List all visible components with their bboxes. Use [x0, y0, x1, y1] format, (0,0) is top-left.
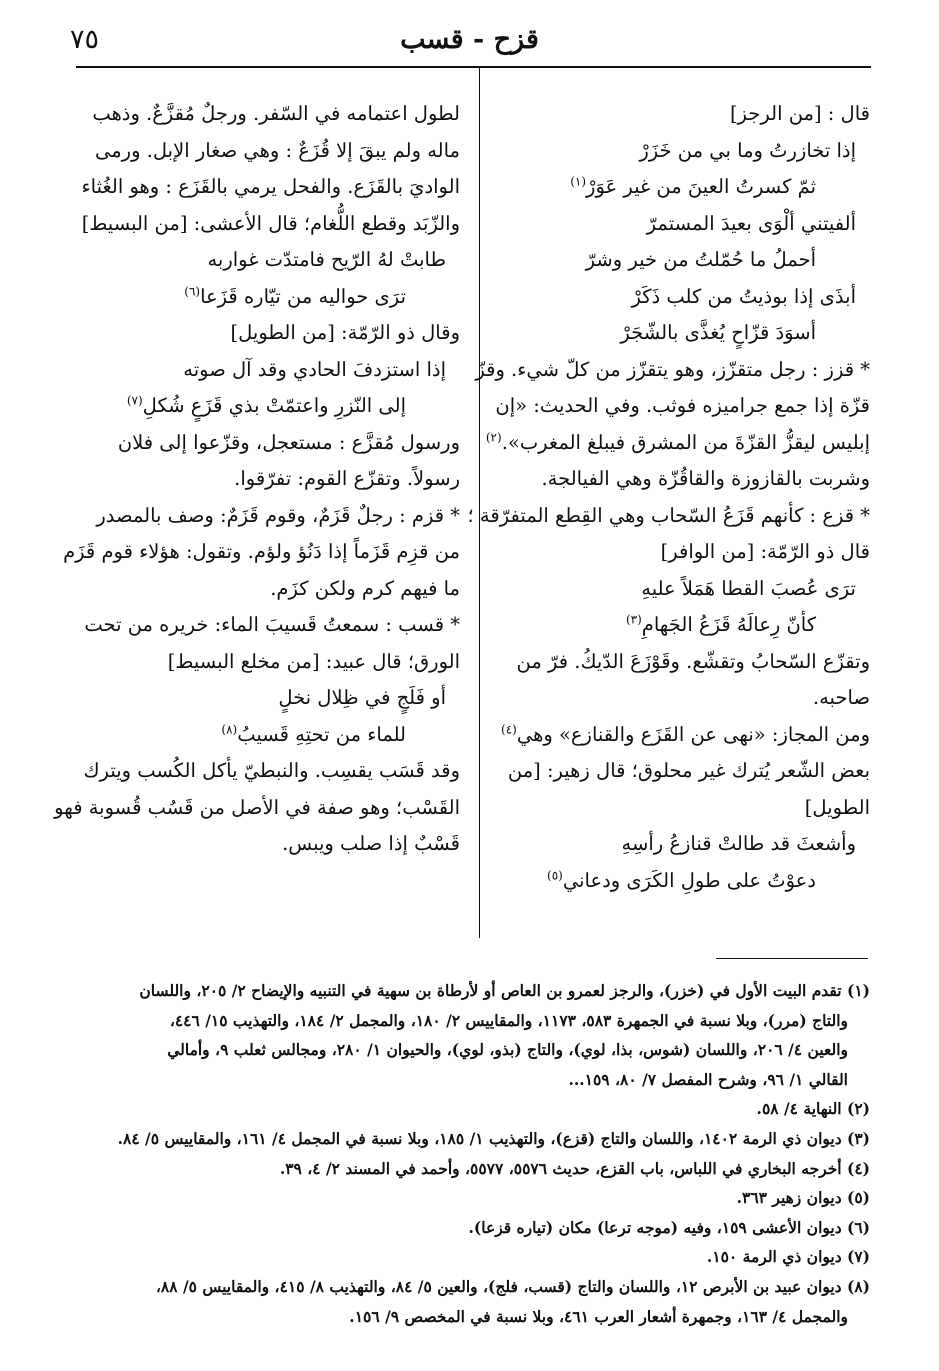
footnote-4: (٤) أخرجه البخاري في اللباس، باب القزع، حديث ٥٥٧٦، ٥٥٧٧، وأحمد في المسند ٢/ ٤، ٣٩. — [279, 1158, 870, 1178]
footnote-5: (٥) ديوان زهير ٣٦٣. — [736, 1188, 870, 1208]
text-line: قال ذو الرّمّة: [من الوافر] — [660, 540, 870, 563]
verse-line: إلى النّزرِ واعتمّتْ بذي قَزَعٍ شُكلِ$^{(٧)}$ — [126, 393, 406, 417]
text-line: ماله ولم يبقَ إلا قُزَعٌ : وهي صغار الإبل. ورمى — [94, 138, 460, 162]
text-line: والزّبَد وقطع اللُّغام؛ قال الأعشى: [من البسيط] — [81, 211, 460, 235]
text-line: وتقزّع السّحابُ وتقشّع. وقَوْزَعَ الدّيكُ. فرّ من — [516, 649, 870, 673]
text-line: صاحبه. — [812, 686, 870, 709]
verse-line: إذا استزدفَ الحادي وقد آل صوته — [183, 357, 446, 381]
verse-line: ثمّ كسرتُ العينَ من غير عَوَرْ$^{(١)}$ — [570, 174, 816, 198]
footnote-8: (٨) ديوان عبيد بن الأبرص ١٢، واللسان والتاج (قسب، فلج)، والعين ٥/ ٨٤، والتهذيب ٨/ ٤١٥، والمقاييس ٥/ ٨٨، — [155, 1276, 870, 1296]
footnote-3: (٣) ديوان ذي الرمة ١٤٠٢، واللسان والتاج (قزع)، والتهذيب ١/ ١٨٥، وبلا نسبة في المجمل ٤/ ١٦١، والمقاييس ٥/ ٨٤. — [117, 1128, 870, 1148]
text-line: ورسول مُقزَّع : مستعجل، وقزّعوا إلى فلان — [117, 430, 460, 454]
text-line: وقد قَسَب يقسِب. والنبطيّ يأكل الكُسب ويترك — [83, 759, 460, 782]
page-number: ٧٥ — [70, 24, 100, 55]
verse-line: أحملُ ما حُمّلتُ من خير وشرّ — [585, 248, 816, 271]
entry-qzz: * قزز : رجل متقزّز، وهو يتقزّز من كلّ شيء. وقزّ — [475, 357, 870, 381]
text-line: الطويل] — [804, 795, 870, 819]
verse-line: للماء من تحتِهِ قَسيبُ$^{(٨)}$ — [221, 722, 406, 746]
verse-line: أسوَدَ قزّاحٍ يُغذَّى بالشّجَرْ — [620, 321, 816, 344]
entry-qza: * قزع : كأنهم قَزَعُ السّحاب وهي القِطع المتفرّقة ؛ — [467, 503, 870, 527]
footnote-ref: (٥) — [547, 868, 563, 882]
footnote-8-cont: والمجمل ٤/ ١٦٣، وجمهرة أشعار العرب ٤٦١، وبلا نسبة في المخصص ٩/ ١٥٦. — [349, 1306, 848, 1326]
footnote-ref: (٧) — [126, 393, 143, 408]
verse-line: وأشعثَ قد طالتْ قنازعُ رأسِهِ — [621, 832, 856, 855]
footnote-1-cont: والعين ٤/ ٢٠٦، واللسان (شوس، بذا، لوي)، والتاج (بذو، لوي)، والحيوان ١/ ٢٨٠، ومجالس ثعلب ٩، وأمالي — [167, 1040, 848, 1060]
text-line: ما فيهم كرم ولكن كزَم. — [270, 576, 460, 600]
header-rule — [76, 66, 871, 68]
verse-line: إذا تخازرتُ وما بي من خَزَرْ — [639, 138, 856, 162]
verse-line: كأنّ رِعالَهُ قَزَعُ الجَهامِ$^{(٣)}$ — [625, 612, 816, 636]
text-line: وشربت بالقازوزة والقاقُزّة وهي الفيالجة. — [541, 467, 870, 490]
footnote-2: (٢) النهاية ٤/ ٥٨. — [756, 1099, 870, 1119]
footnote-rule — [716, 958, 868, 959]
verse-line: أبذَى إذا بوذيتُ من كلب ذَكَرْ — [631, 284, 856, 308]
text-line: بعض الشّعر يُترك غير محلوق؛ قال زهير: [من — [507, 759, 870, 782]
text-line: الواديَ بالقَزَع. والفحل يرمي بالقَزَع : وهو الغُثاء — [81, 175, 460, 198]
text-line: الورق؛ قال عبيد: [من مخلع البسيط] — [167, 649, 460, 673]
footnote-ref: (١) — [570, 174, 587, 189]
right-line-01: قال : [من الرجز] — [729, 102, 870, 125]
footnote-ref: (٦) — [184, 284, 201, 298]
entry-qsb: * قسب : سمعتُ قَسيبَ الماء: خريره من تحت — [84, 613, 460, 636]
text-line: من قزِم قَزَماً إذا دَنُؤ ولؤم. وتقول: هؤلاء قوم قَزَم — [63, 540, 460, 563]
right-column — [467, 96, 870, 899]
verse-line: ترَى حواليه من تيّاره قَزَعا$^{(٦)}$ — [184, 284, 406, 308]
text-line: إبليس ليقزُّ القزّةَ من المشرق فيبلغ المغرب».$^{(٢)}$ — [485, 430, 870, 454]
footnote-7: (٧) ديوان ذي الرمة ١٥٠. — [706, 1247, 870, 1267]
footnote-1-cont: القالي ١/ ٩٦، وشرح المفصل ٧/ ٨٠، ١٥٩... — [568, 1069, 848, 1089]
footnote-1-cont: والتاج (مرر)، وبلا نسبة في الجمهرة ٥٨٣، ١١٧٣، والمقاييس ٢/ ١٨٠، والمجمل ٢/ ١٨٤، والتهذيب ١٥/ ٤٤٦، — [169, 1010, 848, 1030]
page-header — [70, 24, 869, 64]
footnote-ref: (٨) — [221, 722, 238, 736]
text-line: قَسْبٌ إذا صلب ويبس. — [282, 832, 460, 855]
verse-line: ألفيتني ألْوَى بعيدَ المستمرّ — [646, 211, 856, 235]
verse-line: ترَى عُصبَ القطا هَمَلاً عليهِ — [641, 576, 856, 600]
footnotes — [76, 976, 870, 1331]
footnote-1: (١) تقدم البيت الأول في (خزر)، والرجز لعمرو بن العاص أو لأرطاة بن سهية في التنبيه والإيضاح ٢/ ٢٠٥، واللسان — [139, 981, 870, 1000]
footnote-ref: (٤) — [501, 722, 517, 736]
footnote-6: (٦) ديوان الأعشى ١٥٩، وفيه (موجه ترعا) مكان (تياره قزعا). — [468, 1217, 870, 1237]
footnote-ref: (٣) — [625, 612, 642, 627]
text-line: قزّة إذا جمع جراميزه فوثب. وفي الحديث: «إن — [495, 394, 870, 417]
text-line: رسولاً. وتقزّع القوم: تفرّقوا. — [234, 467, 460, 490]
text-line: وقال ذو الرّمّة: [من الطويل] — [230, 321, 460, 344]
text-line: لطول اعتمامه في السّفر. ورجلٌ مُقزَّعٌ. وذهب — [92, 102, 460, 125]
verse-line: طابتْ لهُ الرّيح فامتدّت غواربه — [207, 248, 446, 271]
text-line: القَسْب؛ وهو صفة في الأصل من قَسُب قُسوبة فهو — [54, 795, 460, 819]
running-title: قزح - قسب — [400, 24, 539, 55]
verse-line: دعوْتُ على طولِ الكَرَى ودعاني$^{(٥)}$ — [547, 868, 816, 892]
verse-line: أو فَلَجٍ في ظِلال نخلٍ — [278, 686, 446, 709]
text-line: ومن المجاز: «نهى عن القَزَع والقنازع» وهي$^{(٤)}$ — [501, 722, 870, 746]
footnote-ref: (٢) — [485, 430, 502, 444]
left-column — [54, 96, 460, 863]
entry-qzm: * قزم : رجلٌ قَزَمٌ، وقوم قَزَمٌ: وصف بالمصدر — [96, 503, 460, 527]
